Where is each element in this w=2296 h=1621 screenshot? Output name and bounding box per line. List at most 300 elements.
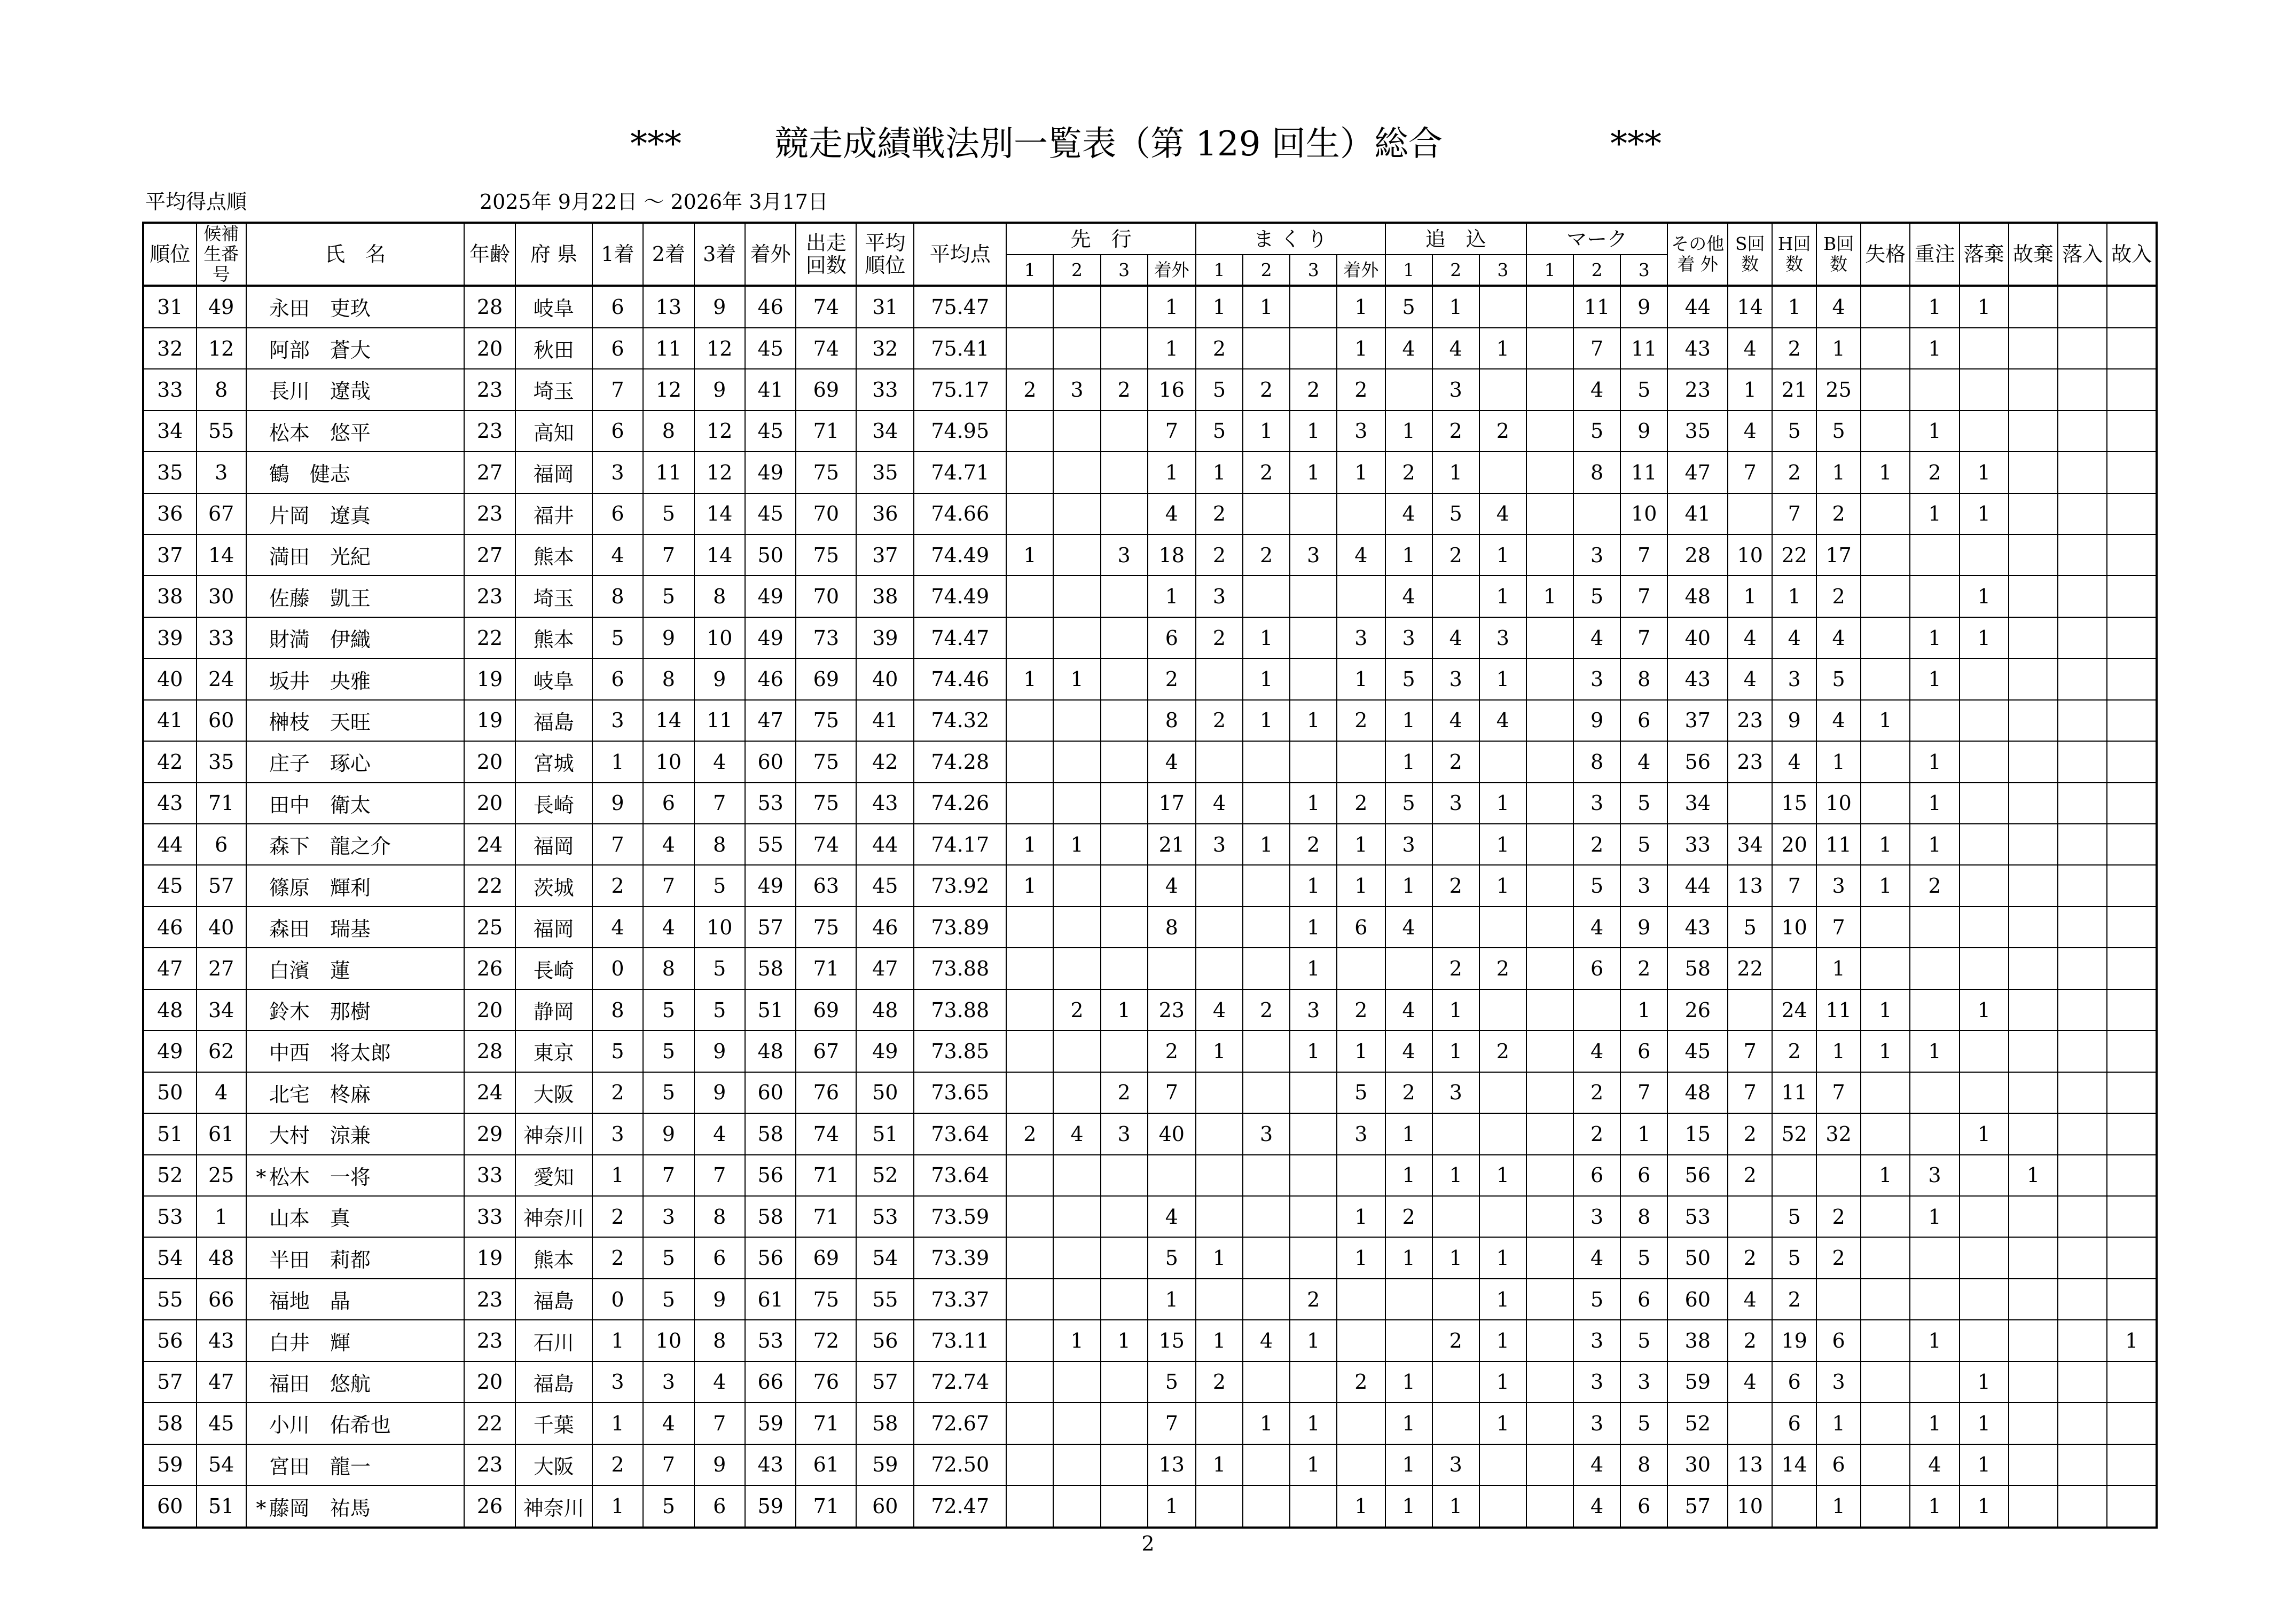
cell-s-count: 4 xyxy=(1728,658,1772,699)
cell-rank: 42 xyxy=(143,741,197,782)
cell-makuri-2: 2 xyxy=(1243,369,1290,410)
cell-other-out: 43 xyxy=(1667,328,1728,369)
cell-rakunyu xyxy=(2058,1485,2107,1528)
cell-second: 7 xyxy=(643,865,694,906)
cell-third: 5 xyxy=(694,948,745,989)
cell-avg-score: 73.64 xyxy=(914,1155,1006,1196)
cell-rank: 34 xyxy=(143,411,197,452)
cell-mark-1 xyxy=(1526,1237,1573,1278)
candidate-name: 松木 一将 xyxy=(269,1165,371,1189)
cell-third: 8 xyxy=(694,1196,745,1237)
cell-age: 28 xyxy=(464,1030,515,1072)
cell-prefecture: 埼玉 xyxy=(515,576,592,617)
cell-s-count: 4 xyxy=(1728,617,1772,658)
cell-starts: 63 xyxy=(796,865,856,906)
cell-other-out: 43 xyxy=(1667,658,1728,699)
cell-oikomi-1: 4 xyxy=(1385,328,1432,369)
cell-senko-2 xyxy=(1053,411,1100,452)
cell-shikkaku xyxy=(1861,534,1910,576)
cell-avg-rank: 59 xyxy=(856,1444,914,1485)
cell-out: 58 xyxy=(745,948,796,989)
cell-prefecture: 愛知 xyxy=(515,1155,592,1196)
cell-avg-rank: 60 xyxy=(856,1485,914,1528)
cell-konyu xyxy=(2107,783,2157,824)
cell-age: 26 xyxy=(464,1485,515,1528)
cell-third: 8 xyxy=(694,576,745,617)
cell-juchu: 2 xyxy=(1910,865,1959,906)
candidate-name: 榊枝 天旺 xyxy=(269,710,371,734)
table-row xyxy=(143,1362,2157,1403)
cell-second: 5 xyxy=(643,1279,694,1320)
cell-avg-rank: 41 xyxy=(856,700,914,741)
cell-candidate-no: 61 xyxy=(197,1113,246,1154)
cell-konyu xyxy=(2107,700,2157,741)
cell-candidate-no: 45 xyxy=(197,1403,246,1444)
candidate-name: 宮田 龍一 xyxy=(269,1454,371,1478)
cell-koki xyxy=(2009,369,2058,410)
page-number: 2 xyxy=(1141,1532,1155,1555)
cell-starts: 71 xyxy=(796,1155,856,1196)
cell-senko-out: 1 xyxy=(1148,1485,1196,1528)
cell-juchu xyxy=(1910,700,1959,741)
cell-prefecture: 福岡 xyxy=(515,452,592,493)
cell-mark-1 xyxy=(1526,1155,1573,1196)
header-makuri-3: 3 xyxy=(1290,255,1337,286)
cell-konyu xyxy=(2107,1072,2157,1113)
cell-konyu xyxy=(2107,865,2157,906)
cell-senko-1 xyxy=(1006,1362,1053,1403)
cell-rakunyu xyxy=(2058,907,2107,948)
cell-juchu xyxy=(1910,369,1959,410)
cell-makuri-1: 3 xyxy=(1196,824,1243,865)
cell-oikomi-2: 1 xyxy=(1432,1030,1479,1072)
cell-h-count: 5 xyxy=(1772,411,1816,452)
header-rank: 順位 xyxy=(143,223,197,286)
cell-starts: 71 xyxy=(796,1403,856,1444)
cell-makuri-2 xyxy=(1243,907,1290,948)
cell-senko-3 xyxy=(1101,452,1148,493)
cell-oikomi-2: 2 xyxy=(1432,948,1479,989)
cell-mark-3: 9 xyxy=(1620,286,1667,328)
header-second: 2着 xyxy=(643,223,694,286)
cell-starts: 76 xyxy=(796,1362,856,1403)
cell-prefecture: 熊本 xyxy=(515,617,592,658)
cell-prefecture: 石川 xyxy=(515,1320,592,1361)
cell-mark-1 xyxy=(1526,534,1573,576)
cell-shikkaku xyxy=(1861,783,1910,824)
cell-oikomi-3 xyxy=(1479,741,1526,782)
cell-s-count: 2 xyxy=(1728,1237,1772,1278)
cell-senko-out: 4 xyxy=(1148,1196,1196,1237)
cell-out: 41 xyxy=(745,369,796,410)
cell-makuri-2: 1 xyxy=(1243,658,1290,699)
cell-h-count: 9 xyxy=(1772,700,1816,741)
cell-makuri-out: 1 xyxy=(1337,328,1385,369)
table-row xyxy=(143,328,2157,369)
cell-second: 5 xyxy=(643,1485,694,1528)
cell-konyu xyxy=(2107,1237,2157,1278)
cell-konyu xyxy=(2107,1485,2157,1528)
cell-konyu xyxy=(2107,411,2157,452)
cell-other-out: 44 xyxy=(1667,286,1728,328)
cell-konyu xyxy=(2107,907,2157,948)
cell-s-count xyxy=(1728,1196,1772,1237)
candidate-name: 白井 輝 xyxy=(269,1331,350,1355)
cell-makuri-3 xyxy=(1290,1072,1337,1113)
cell-makuri-out: 2 xyxy=(1337,783,1385,824)
cell-oikomi-2 xyxy=(1432,1403,1479,1444)
cell-senko-3 xyxy=(1101,1485,1148,1528)
cell-other-out: 40 xyxy=(1667,617,1728,658)
cell-mark-2: 2 xyxy=(1573,1113,1620,1154)
cell-shikkaku xyxy=(1861,493,1910,534)
cell-mark-1 xyxy=(1526,783,1573,824)
cell-makuri-3 xyxy=(1290,1237,1337,1278)
cell-senko-1 xyxy=(1006,286,1053,328)
cell-third: 9 xyxy=(694,1072,745,1113)
cell-rakunyu xyxy=(2058,452,2107,493)
cell-oikomi-2: 3 xyxy=(1432,1444,1479,1485)
cell-prefecture: 神奈川 xyxy=(515,1485,592,1528)
cell-makuri-3: 3 xyxy=(1290,534,1337,576)
cell-makuri-2 xyxy=(1243,948,1290,989)
cell-s-count xyxy=(1728,783,1772,824)
cell-koki xyxy=(2009,1362,2058,1403)
cell-second: 4 xyxy=(643,907,694,948)
cell-third: 14 xyxy=(694,534,745,576)
cell-other-out: 44 xyxy=(1667,865,1728,906)
cell-makuri-3 xyxy=(1290,1155,1337,1196)
cell-rank: 33 xyxy=(143,369,197,410)
cell-other-out: 58 xyxy=(1667,948,1728,989)
cell-name xyxy=(246,493,465,534)
cell-other-out: 23 xyxy=(1667,369,1728,410)
cell-rakunyu xyxy=(2058,1279,2107,1320)
cell-makuri-2: 1 xyxy=(1243,286,1290,328)
header-senko-2: 2 xyxy=(1053,255,1100,286)
cell-konyu xyxy=(2107,369,2157,410)
title-main: 競走成績戦法別一覧表（第 129 回生）総合 xyxy=(774,124,1443,164)
cell-mark-3: 6 xyxy=(1620,1279,1667,1320)
header-first: 1着 xyxy=(592,223,643,286)
cell-senko-3 xyxy=(1101,1403,1148,1444)
cell-first: 0 xyxy=(592,1279,643,1320)
cell-rakki xyxy=(1960,907,2009,948)
cell-oikomi-2: 4 xyxy=(1432,700,1479,741)
cell-koki xyxy=(2009,617,2058,658)
cell-first: 2 xyxy=(592,1072,643,1113)
cell-mark-2: 2 xyxy=(1573,824,1620,865)
header-age: 年齢 xyxy=(464,223,515,286)
cell-koki xyxy=(2009,658,2058,699)
cell-avg-rank: 44 xyxy=(856,824,914,865)
cell-prefecture: 福島 xyxy=(515,1279,592,1320)
header-makuri-out: 着外 xyxy=(1337,255,1385,286)
cell-age: 24 xyxy=(464,1072,515,1113)
cell-rakunyu xyxy=(2058,865,2107,906)
cell-makuri-2 xyxy=(1243,1485,1290,1528)
cell-senko-out: 4 xyxy=(1148,741,1196,782)
cell-second: 6 xyxy=(643,783,694,824)
cell-makuri-3 xyxy=(1290,617,1337,658)
cell-makuri-out: 1 xyxy=(1337,1237,1385,1278)
cell-makuri-out: 2 xyxy=(1337,700,1385,741)
cell-other-out: 41 xyxy=(1667,493,1728,534)
candidate-name: 藤岡 祐馬 xyxy=(269,1496,371,1520)
cell-avg-score: 73.92 xyxy=(914,865,1006,906)
cell-makuri-out xyxy=(1337,948,1385,989)
cell-third: 5 xyxy=(694,865,745,906)
cell-b-count: 25 xyxy=(1816,369,1861,410)
cell-senko-out: 1 xyxy=(1148,286,1196,328)
header-h-count: H回数 xyxy=(1772,223,1816,286)
cell-senko-2 xyxy=(1053,452,1100,493)
cell-mark-3: 9 xyxy=(1620,411,1667,452)
cell-koki xyxy=(2009,741,2058,782)
cell-makuri-out xyxy=(1337,1279,1385,1320)
cell-makuri-out: 1 xyxy=(1337,865,1385,906)
cell-name xyxy=(246,1237,465,1278)
header-senko-out: 着外 xyxy=(1148,255,1196,286)
cell-senko-3: 2 xyxy=(1101,1072,1148,1113)
cell-first: 8 xyxy=(592,576,643,617)
cell-h-count: 6 xyxy=(1772,1362,1816,1403)
cell-rank: 36 xyxy=(143,493,197,534)
cell-senko-2 xyxy=(1053,1444,1100,1485)
cell-mark-3: 1 xyxy=(1620,1113,1667,1154)
cell-h-count: 2 xyxy=(1772,1279,1816,1320)
cell-h-count: 2 xyxy=(1772,328,1816,369)
cell-makuri-2 xyxy=(1243,1279,1290,1320)
cell-out: 56 xyxy=(745,1155,796,1196)
cell-age: 23 xyxy=(464,369,515,410)
cell-juchu xyxy=(1910,1362,1959,1403)
cell-candidate-no: 67 xyxy=(197,493,246,534)
cell-makuri-1: 2 xyxy=(1196,328,1243,369)
cell-makuri-3 xyxy=(1290,576,1337,617)
cell-out: 46 xyxy=(745,286,796,328)
cell-s-count: 4 xyxy=(1728,411,1772,452)
cell-second: 9 xyxy=(643,1113,694,1154)
cell-oikomi-1: 5 xyxy=(1385,658,1432,699)
cell-senko-1: 1 xyxy=(1006,658,1053,699)
cell-oikomi-3: 3 xyxy=(1479,617,1526,658)
cell-juchu: 1 xyxy=(1910,1403,1959,1444)
header-makuri-1: 1 xyxy=(1196,255,1243,286)
cell-mark-3: 5 xyxy=(1620,1237,1667,1278)
candidate-name: 山本 真 xyxy=(269,1207,350,1231)
cell-h-count: 52 xyxy=(1772,1113,1816,1154)
cell-rakunyu xyxy=(2058,989,2107,1030)
cell-rakunyu xyxy=(2058,783,2107,824)
cell-name xyxy=(246,369,465,410)
title-stars-left: *** xyxy=(630,124,681,164)
cell-konyu xyxy=(2107,1362,2157,1403)
header-out: 着外 xyxy=(745,223,796,286)
cell-s-count: 22 xyxy=(1728,948,1772,989)
cell-makuri-out: 1 xyxy=(1337,286,1385,328)
cell-second: 9 xyxy=(643,617,694,658)
cell-mark-2: 3 xyxy=(1573,1196,1620,1237)
cell-oikomi-3: 4 xyxy=(1479,700,1526,741)
cell-senko-2 xyxy=(1053,1485,1100,1528)
cell-rakki: 1 xyxy=(1960,1362,2009,1403)
cell-senko-3 xyxy=(1101,576,1148,617)
cell-oikomi-3: 1 xyxy=(1479,328,1526,369)
cell-makuri-3: 1 xyxy=(1290,411,1337,452)
cell-oikomi-1: 3 xyxy=(1385,617,1432,658)
cell-makuri-out: 1 xyxy=(1337,1485,1385,1528)
cell-out: 49 xyxy=(745,865,796,906)
table-row xyxy=(143,286,2157,328)
cell-oikomi-2 xyxy=(1432,907,1479,948)
cell-avg-rank: 47 xyxy=(856,948,914,989)
table-row xyxy=(143,989,2157,1030)
cell-oikomi-3: 2 xyxy=(1479,1030,1526,1072)
cell-third: 10 xyxy=(694,907,745,948)
cell-senko-2 xyxy=(1053,700,1100,741)
cell-name xyxy=(246,907,465,948)
cell-prefecture: 福島 xyxy=(515,1362,592,1403)
cell-konyu xyxy=(2107,328,2157,369)
cell-senko-2 xyxy=(1053,783,1100,824)
cell-shikkaku xyxy=(1861,576,1910,617)
cell-senko-3 xyxy=(1101,1155,1148,1196)
cell-senko-1 xyxy=(1006,452,1053,493)
cell-age: 28 xyxy=(464,286,515,328)
cell-age: 23 xyxy=(464,1279,515,1320)
cell-rank: 49 xyxy=(143,1030,197,1072)
cell-rakki xyxy=(1960,783,2009,824)
cell-makuri-1: 3 xyxy=(1196,576,1243,617)
cell-mark-2: 4 xyxy=(1573,369,1620,410)
cell-first: 5 xyxy=(592,1030,643,1072)
cell-avg-score: 74.47 xyxy=(914,617,1006,658)
cell-senko-1 xyxy=(1006,1485,1053,1528)
cell-makuri-2: 1 xyxy=(1243,1403,1290,1444)
cell-starts: 71 xyxy=(796,1485,856,1528)
cell-makuri-1: 1 xyxy=(1196,286,1243,328)
cell-prefecture: 熊本 xyxy=(515,1237,592,1278)
cell-out: 60 xyxy=(745,1072,796,1113)
cell-out: 51 xyxy=(745,989,796,1030)
cell-shikkaku xyxy=(1861,1196,1910,1237)
name-mark: * xyxy=(256,1496,267,1520)
cell-juchu: 1 xyxy=(1910,328,1959,369)
cell-h-count: 21 xyxy=(1772,369,1816,410)
cell-rakunyu xyxy=(2058,369,2107,410)
cell-other-out: 38 xyxy=(1667,1320,1728,1361)
cell-oikomi-3: 1 xyxy=(1479,783,1526,824)
cell-senko-1 xyxy=(1006,1237,1053,1278)
table-row xyxy=(143,1279,2157,1320)
candidate-name: 鈴木 那樹 xyxy=(269,1000,371,1024)
cell-senko-2 xyxy=(1053,1072,1100,1113)
cell-avg-rank: 56 xyxy=(856,1320,914,1361)
cell-senko-1 xyxy=(1006,1196,1053,1237)
cell-h-count: 24 xyxy=(1772,989,1816,1030)
cell-out: 61 xyxy=(745,1279,796,1320)
cell-h-count: 4 xyxy=(1772,617,1816,658)
cell-first: 2 xyxy=(592,1196,643,1237)
cell-senko-3 xyxy=(1101,948,1148,989)
cell-b-count: 1 xyxy=(1816,1485,1861,1528)
candidate-name: 片岡 遼真 xyxy=(269,503,371,528)
cell-age: 23 xyxy=(464,576,515,617)
cell-h-count: 15 xyxy=(1772,783,1816,824)
cell-senko-out: 2 xyxy=(1148,1030,1196,1072)
cell-oikomi-2: 4 xyxy=(1432,328,1479,369)
cell-senko-3 xyxy=(1101,1237,1148,1278)
cell-name xyxy=(246,328,465,369)
cell-starts: 74 xyxy=(796,328,856,369)
cell-rakki xyxy=(1960,824,2009,865)
cell-makuri-1: 5 xyxy=(1196,369,1243,410)
cell-second: 11 xyxy=(643,328,694,369)
cell-first: 1 xyxy=(592,741,643,782)
page-title xyxy=(0,120,2296,168)
cell-juchu xyxy=(1910,1113,1959,1154)
cell-mark-2: 3 xyxy=(1573,534,1620,576)
cell-oikomi-1 xyxy=(1385,948,1432,989)
table-row xyxy=(143,1485,2157,1528)
cell-makuri-2: 1 xyxy=(1243,700,1290,741)
cell-age: 22 xyxy=(464,865,515,906)
cell-oikomi-3 xyxy=(1479,452,1526,493)
cell-rakunyu xyxy=(2058,1444,2107,1485)
cell-b-count: 10 xyxy=(1816,783,1861,824)
cell-mark-2: 5 xyxy=(1573,576,1620,617)
candidate-name: 財満 伊織 xyxy=(269,628,371,652)
header-candidate-no: 候補生番号 xyxy=(197,223,246,286)
cell-name xyxy=(246,286,465,328)
cell-first: 0 xyxy=(592,948,643,989)
cell-shikkaku xyxy=(1861,948,1910,989)
header-koki: 故棄 xyxy=(2009,223,2058,286)
cell-oikomi-3: 1 xyxy=(1479,1279,1526,1320)
header-juchu: 重注 xyxy=(1910,223,1959,286)
cell-rank: 54 xyxy=(143,1237,197,1278)
cell-juchu: 1 xyxy=(1910,286,1959,328)
cell-senko-1 xyxy=(1006,493,1053,534)
cell-out: 43 xyxy=(745,1444,796,1485)
cell-senko-1: 2 xyxy=(1006,369,1053,410)
cell-other-out: 48 xyxy=(1667,1072,1728,1113)
cell-starts: 70 xyxy=(796,493,856,534)
cell-mark-3: 10 xyxy=(1620,493,1667,534)
cell-senko-out: 5 xyxy=(1148,1237,1196,1278)
cell-name xyxy=(246,1196,465,1237)
cell-second: 7 xyxy=(643,1444,694,1485)
cell-rakunyu xyxy=(2058,1113,2107,1154)
cell-koki xyxy=(2009,1485,2058,1528)
cell-other-out: 33 xyxy=(1667,824,1728,865)
cell-mark-2: 3 xyxy=(1573,783,1620,824)
cell-makuri-1 xyxy=(1196,658,1243,699)
cell-prefecture: 長崎 xyxy=(515,948,592,989)
cell-konyu xyxy=(2107,1113,2157,1154)
cell-age: 29 xyxy=(464,1113,515,1154)
cell-avg-rank: 35 xyxy=(856,452,914,493)
cell-oikomi-2: 3 xyxy=(1432,783,1479,824)
cell-senko-3 xyxy=(1101,700,1148,741)
cell-senko-3 xyxy=(1101,741,1148,782)
cell-senko-2 xyxy=(1053,865,1100,906)
cell-rakki xyxy=(1960,328,2009,369)
cell-rakki: 1 xyxy=(1960,617,2009,658)
cell-mark-3: 5 xyxy=(1620,369,1667,410)
cell-senko-2 xyxy=(1053,1237,1100,1278)
